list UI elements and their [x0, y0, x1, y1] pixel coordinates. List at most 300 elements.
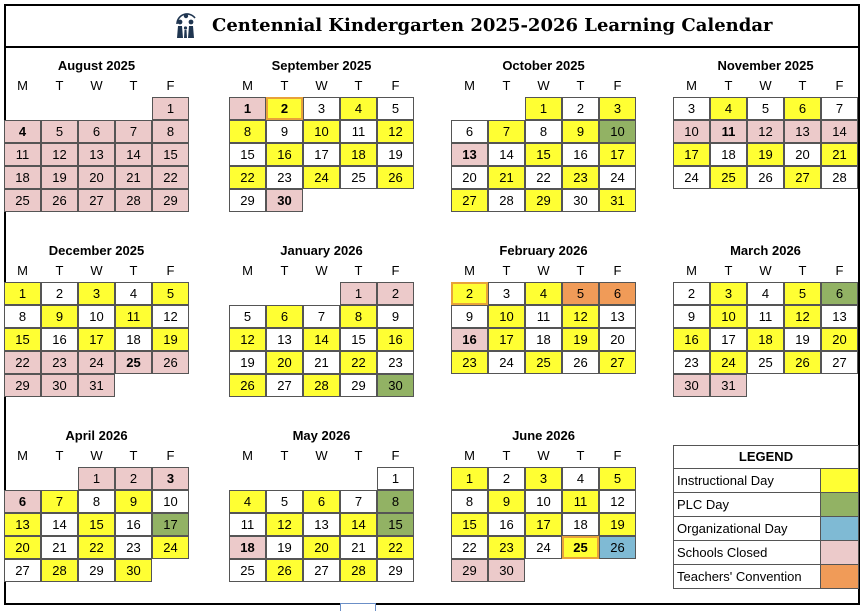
day-cell: 3	[152, 467, 189, 490]
day-cell: 11	[229, 513, 266, 536]
legend-swatch	[821, 565, 858, 588]
day-cell: 9	[562, 120, 599, 143]
day-cell: 1	[377, 467, 414, 490]
day-cell: 20	[266, 351, 303, 374]
weekday-header: F	[391, 263, 400, 278]
weekday-header: T	[502, 263, 511, 278]
day-cell: 28	[303, 374, 340, 397]
day-cell: 15	[78, 513, 115, 536]
day-cell: 25	[525, 351, 562, 374]
month-title: November 2025	[717, 58, 814, 73]
weekday-header: F	[166, 263, 175, 278]
weekday-header: T	[724, 263, 733, 278]
day-cell: 4	[525, 282, 562, 305]
day-cell: 6	[266, 305, 303, 328]
day-cell: 2	[115, 467, 152, 490]
day-cell: 4	[115, 282, 152, 305]
day-cell: 7	[303, 305, 340, 328]
day-cell: 18	[340, 143, 377, 166]
weekday-header: T	[129, 448, 138, 463]
legend-row	[674, 493, 858, 517]
day-cell: 21	[340, 536, 377, 559]
day-cell: 13	[599, 305, 636, 328]
day-cell: 26	[266, 559, 303, 582]
month-title: February 2026	[499, 243, 588, 258]
day-cell: 18	[115, 328, 152, 351]
weekday-header: F	[613, 448, 622, 463]
day-cell: 19	[152, 328, 189, 351]
day-cell: 29	[78, 559, 115, 582]
day-cell: 30	[673, 374, 710, 397]
legend-title: LEGEND	[674, 446, 858, 469]
day-cell: 15	[377, 513, 414, 536]
day-cell: 30	[488, 559, 525, 582]
day-cell: 6	[78, 120, 115, 143]
day-cell: 22	[451, 536, 488, 559]
weekday-header: T	[129, 78, 138, 93]
day-cell: 14	[340, 513, 377, 536]
day-cell: 14	[41, 513, 78, 536]
day-cell: 27	[821, 351, 858, 374]
weekday-header: M	[242, 448, 253, 463]
day-cell: 10	[152, 490, 189, 513]
legend-row	[674, 517, 858, 541]
day-cell: 3	[710, 282, 747, 305]
day-cell: 30	[266, 189, 303, 212]
day-cell: 15	[152, 143, 189, 166]
weekday-header: T	[576, 263, 585, 278]
day-cell: 23	[266, 166, 303, 189]
legend-label: Instructional Day	[674, 469, 821, 492]
day-cell: 8	[229, 120, 266, 143]
day-cell: 29	[152, 189, 189, 212]
day-cell: 10	[488, 305, 525, 328]
month-title: September 2025	[271, 58, 372, 73]
day-cell: 18	[747, 328, 784, 351]
day-cell: 5	[747, 97, 784, 120]
day-cell: 27	[451, 189, 488, 212]
day-cell: 13	[266, 328, 303, 351]
weekday-header: T	[354, 448, 363, 463]
day-cell: 19	[266, 536, 303, 559]
day-cell: 23	[673, 351, 710, 374]
legend-swatch	[821, 469, 858, 492]
weekday-header: F	[613, 78, 622, 93]
weekday-header: W	[759, 263, 772, 278]
day-cell: 7	[115, 120, 152, 143]
day-cell: 25	[562, 536, 599, 559]
day-cell: 4	[4, 120, 41, 143]
day-cell: 29	[525, 189, 562, 212]
day-cell: 13	[4, 513, 41, 536]
day-cell: 2	[562, 97, 599, 120]
weekday-header: T	[798, 78, 807, 93]
day-cell: 25	[710, 166, 747, 189]
weekday-header: W	[90, 263, 103, 278]
month-title: March 2026	[730, 243, 801, 258]
day-cell: 20	[599, 328, 636, 351]
day-cell: 2	[377, 282, 414, 305]
day-cell: 1	[229, 97, 266, 120]
day-cell: 12	[599, 490, 636, 513]
day-cell: 17	[488, 328, 525, 351]
day-cell: 27	[4, 559, 41, 582]
day-cell: 9	[451, 305, 488, 328]
day-cell: 24	[78, 351, 115, 374]
day-cell: 14	[488, 143, 525, 166]
day-cell: 23	[377, 351, 414, 374]
day-cell: 22	[4, 351, 41, 374]
weekday-header: T	[280, 263, 289, 278]
weekday-header: T	[280, 448, 289, 463]
day-cell: 18	[710, 143, 747, 166]
day-cell: 21	[488, 166, 525, 189]
legend-row	[674, 565, 858, 588]
day-cell: 22	[152, 166, 189, 189]
day-cell: 28	[488, 189, 525, 212]
day-cell: 1	[525, 97, 562, 120]
legend-swatch	[821, 541, 858, 564]
day-cell: 29	[451, 559, 488, 582]
day-cell: 11	[525, 305, 562, 328]
day-cell: 4	[710, 97, 747, 120]
day-cell: 17	[673, 143, 710, 166]
weekday-header: T	[724, 78, 733, 93]
day-cell: 9	[115, 490, 152, 513]
day-cell: 3	[599, 97, 636, 120]
weekday-header: W	[537, 263, 550, 278]
month-title: December 2025	[48, 243, 145, 258]
day-cell: 20	[784, 143, 821, 166]
day-cell: 29	[377, 559, 414, 582]
weekday-header: W	[537, 78, 550, 93]
weekday-header: W	[315, 263, 328, 278]
day-cell: 27	[784, 166, 821, 189]
day-cell: 24	[525, 536, 562, 559]
day-cell: 16	[488, 513, 525, 536]
day-cell: 1	[4, 282, 41, 305]
day-cell: 20	[78, 166, 115, 189]
day-cell: 18	[4, 166, 41, 189]
day-cell: 11	[340, 120, 377, 143]
day-cell: 9	[377, 305, 414, 328]
day-cell: 13	[821, 305, 858, 328]
day-cell: 30	[41, 374, 78, 397]
month-title: May 2026	[292, 428, 351, 443]
day-cell: 25	[4, 189, 41, 212]
legend-swatch	[821, 493, 858, 516]
weekday-header: F	[835, 78, 844, 93]
weekday-header: M	[686, 78, 697, 93]
day-cell: 12	[747, 120, 784, 143]
day-cell: 20	[4, 536, 41, 559]
weekday-header: T	[129, 263, 138, 278]
weekday-header: F	[166, 78, 175, 93]
day-cell: 3	[488, 282, 525, 305]
day-cell: 12	[377, 120, 414, 143]
month-title: October 2025	[502, 58, 585, 73]
day-cell: 14	[821, 120, 858, 143]
day-cell: 5	[229, 305, 266, 328]
day-cell: 1	[340, 282, 377, 305]
weekday-header: T	[280, 78, 289, 93]
day-cell: 19	[41, 166, 78, 189]
month-title: April 2026	[65, 428, 128, 443]
day-cell: 14	[303, 328, 340, 351]
weekday-header: M	[686, 263, 697, 278]
weekday-header: M	[242, 263, 253, 278]
weekday-header: T	[55, 263, 64, 278]
day-cell: 4	[747, 282, 784, 305]
day-cell: 12	[152, 305, 189, 328]
day-cell: 11	[562, 490, 599, 513]
day-cell: 18	[525, 328, 562, 351]
day-cell: 19	[599, 513, 636, 536]
day-cell: 24	[152, 536, 189, 559]
day-cell: 9	[673, 305, 710, 328]
day-cell: 27	[599, 351, 636, 374]
day-cell: 6	[821, 282, 858, 305]
day-cell: 12	[784, 305, 821, 328]
day-cell: 8	[377, 490, 414, 513]
day-cell: 17	[599, 143, 636, 166]
day-cell: 22	[229, 166, 266, 189]
day-cell: 26	[41, 189, 78, 212]
day-cell: 15	[229, 143, 266, 166]
day-cell: 22	[377, 536, 414, 559]
day-cell: 1	[152, 97, 189, 120]
weekday-header: T	[576, 78, 585, 93]
weekday-header: T	[502, 448, 511, 463]
day-cell: 29	[340, 374, 377, 397]
title-bar	[4, 6, 860, 48]
day-cell: 3	[525, 467, 562, 490]
day-cell: 24	[599, 166, 636, 189]
day-cell: 26	[377, 166, 414, 189]
day-cell: 21	[41, 536, 78, 559]
day-cell: 2	[41, 282, 78, 305]
day-cell: 30	[377, 374, 414, 397]
weekday-header: M	[464, 263, 475, 278]
day-cell: 3	[303, 97, 340, 120]
day-cell: 24	[673, 166, 710, 189]
day-cell: 26	[229, 374, 266, 397]
day-cell: 9	[266, 120, 303, 143]
day-cell: 15	[451, 513, 488, 536]
day-cell: 23	[115, 536, 152, 559]
day-cell: 18	[229, 536, 266, 559]
day-cell: 19	[747, 143, 784, 166]
day-cell: 13	[303, 513, 340, 536]
day-cell: 25	[115, 351, 152, 374]
day-cell: 23	[451, 351, 488, 374]
weekday-header: M	[464, 448, 475, 463]
day-cell: 11	[710, 120, 747, 143]
day-cell: 21	[821, 143, 858, 166]
day-cell: 18	[562, 513, 599, 536]
weekday-header: W	[315, 78, 328, 93]
day-cell: 25	[229, 559, 266, 582]
day-cell: 28	[115, 189, 152, 212]
day-cell: 11	[747, 305, 784, 328]
day-cell: 29	[229, 189, 266, 212]
day-cell: 2	[673, 282, 710, 305]
day-cell: 13	[451, 143, 488, 166]
legend-label: Schools Closed	[674, 541, 821, 564]
legend	[673, 445, 859, 589]
weekday-header: M	[464, 78, 475, 93]
day-cell: 4	[340, 97, 377, 120]
day-cell: 28	[821, 166, 858, 189]
day-cell: 23	[488, 536, 525, 559]
month-title: January 2026	[280, 243, 363, 258]
day-cell: 28	[340, 559, 377, 582]
day-cell: 12	[562, 305, 599, 328]
day-cell: 26	[784, 351, 821, 374]
weekday-header: F	[391, 448, 400, 463]
day-cell: 4	[562, 467, 599, 490]
day-cell: 16	[377, 328, 414, 351]
day-cell: 5	[599, 467, 636, 490]
page-title: Centennial Kindergarten 2025-2026 Learning Calendar	[212, 15, 773, 36]
weekday-header: W	[90, 78, 103, 93]
weekday-header: F	[166, 448, 175, 463]
day-cell: 4	[229, 490, 266, 513]
day-cell: 16	[562, 143, 599, 166]
day-cell: 30	[562, 189, 599, 212]
day-cell: 6	[303, 490, 340, 513]
weekday-header: F	[835, 263, 844, 278]
day-cell: 24	[488, 351, 525, 374]
day-cell: 23	[562, 166, 599, 189]
day-cell: 20	[303, 536, 340, 559]
day-cell: 15	[525, 143, 562, 166]
day-cell: 1	[78, 467, 115, 490]
day-cell: 12	[41, 143, 78, 166]
day-cell: 5	[784, 282, 821, 305]
day-cell: 3	[673, 97, 710, 120]
day-cell: 15	[4, 328, 41, 351]
day-cell: 13	[78, 143, 115, 166]
day-cell: 6	[451, 120, 488, 143]
day-cell: 3	[78, 282, 115, 305]
day-cell: 31	[710, 374, 747, 397]
month-title: June 2026	[512, 428, 575, 443]
day-cell: 7	[41, 490, 78, 513]
day-cell: 7	[488, 120, 525, 143]
day-cell: 7	[821, 97, 858, 120]
day-cell: 6	[4, 490, 41, 513]
weekday-header: F	[391, 78, 400, 93]
weekday-header: F	[613, 263, 622, 278]
day-cell: 10	[78, 305, 115, 328]
day-cell: 10	[673, 120, 710, 143]
day-cell: 31	[78, 374, 115, 397]
day-cell: 6	[784, 97, 821, 120]
weekday-header: T	[576, 448, 585, 463]
day-cell: 8	[152, 120, 189, 143]
day-cell: 25	[747, 351, 784, 374]
day-cell: 8	[525, 120, 562, 143]
day-cell: 22	[78, 536, 115, 559]
day-cell: 19	[562, 328, 599, 351]
day-cell: 9	[488, 490, 525, 513]
day-cell: 6	[599, 282, 636, 305]
day-cell: 2	[266, 97, 303, 120]
day-cell: 24	[710, 351, 747, 374]
day-cell: 19	[377, 143, 414, 166]
day-cell: 29	[4, 374, 41, 397]
day-cell: 19	[784, 328, 821, 351]
day-cell: 25	[340, 166, 377, 189]
weekday-header: W	[759, 78, 772, 93]
day-cell: 17	[152, 513, 189, 536]
day-cell: 16	[41, 328, 78, 351]
day-cell: 8	[340, 305, 377, 328]
day-cell: 28	[41, 559, 78, 582]
month-title: August 2025	[57, 58, 136, 73]
day-cell: 8	[4, 305, 41, 328]
day-cell: 5	[562, 282, 599, 305]
day-cell: 7	[340, 490, 377, 513]
day-cell: 27	[266, 374, 303, 397]
weekday-header: T	[55, 448, 64, 463]
day-cell: 24	[303, 166, 340, 189]
day-cell: 16	[673, 328, 710, 351]
legend-row	[674, 541, 858, 565]
day-cell: 11	[4, 143, 41, 166]
legend-label: Organizational Day	[674, 517, 821, 540]
day-cell: 19	[229, 351, 266, 374]
day-cell: 12	[229, 328, 266, 351]
day-cell: 17	[710, 328, 747, 351]
day-cell: 11	[115, 305, 152, 328]
day-cell: 26	[599, 536, 636, 559]
day-cell: 8	[451, 490, 488, 513]
day-cell: 5	[377, 97, 414, 120]
day-cell: 26	[562, 351, 599, 374]
weekday-header: T	[354, 263, 363, 278]
day-cell: 10	[303, 120, 340, 143]
day-cell: 5	[41, 120, 78, 143]
legend-swatch	[821, 517, 858, 540]
day-cell: 31	[599, 189, 636, 212]
day-cell: 13	[784, 120, 821, 143]
weekday-header: M	[242, 78, 253, 93]
day-cell: 16	[115, 513, 152, 536]
day-cell: 17	[525, 513, 562, 536]
day-cell: 14	[115, 143, 152, 166]
legend-label: Teachers' Convention	[674, 565, 821, 588]
day-cell: 21	[115, 166, 152, 189]
day-cell: 22	[525, 166, 562, 189]
day-cell: 12	[266, 513, 303, 536]
day-cell: 15	[340, 328, 377, 351]
day-cell: 17	[78, 328, 115, 351]
day-cell: 26	[747, 166, 784, 189]
day-cell: 27	[303, 559, 340, 582]
legend-row	[674, 469, 858, 493]
weekday-header: M	[17, 448, 28, 463]
day-cell: 21	[303, 351, 340, 374]
day-cell: 10	[599, 120, 636, 143]
weekday-header: T	[354, 78, 363, 93]
day-cell: 16	[451, 328, 488, 351]
day-cell: 20	[451, 166, 488, 189]
day-cell: 2	[451, 282, 488, 305]
day-cell: 5	[152, 282, 189, 305]
day-cell: 2	[488, 467, 525, 490]
